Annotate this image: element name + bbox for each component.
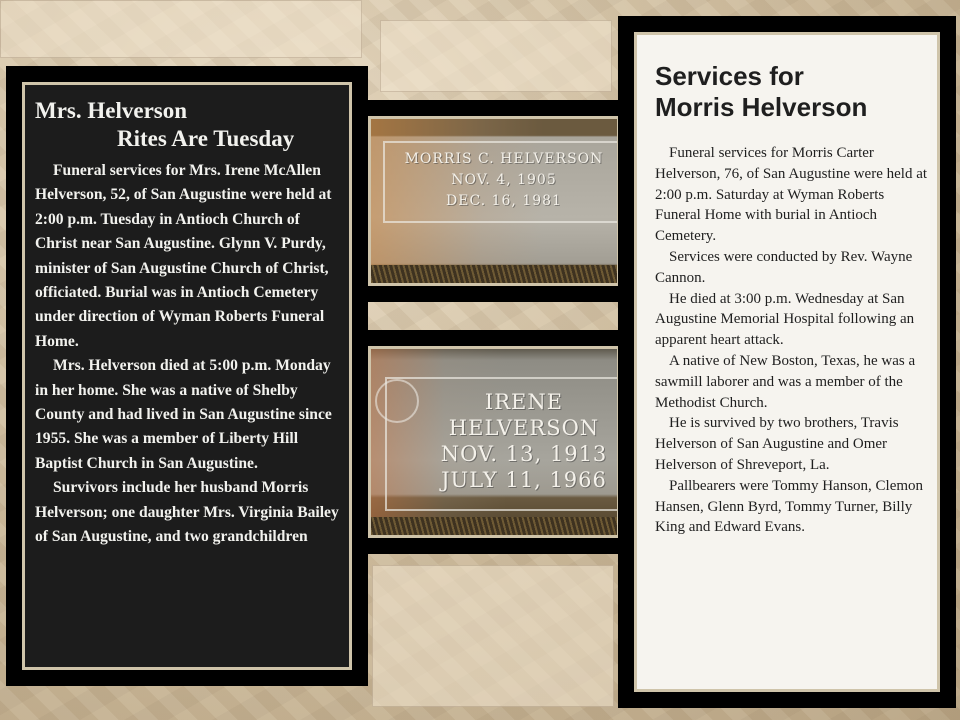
right-paragraph: He is survived by two brothers, Travis Helverson of San Augustine and Omer Helverson of Shreveport, La.: [655, 415, 899, 473]
left-clipping: [22, 82, 352, 670]
inscription-birth: NOV. 13, 1913: [440, 442, 608, 466]
background-scrap: [0, 0, 362, 58]
right-paragraph: Pallbearers were Tommy Hanson, Clemon Hansen, Glenn Byrd, Tommy Turner, Billy King and Edward Evans.: [655, 477, 924, 536]
inscription-death: DEC. 16, 1981: [446, 193, 562, 209]
tombstone-inscription-morris: [391, 149, 617, 212]
inscription-first-name: IRENE: [484, 390, 564, 414]
inscription-last-name: HELVERSON: [448, 416, 600, 440]
background-scrap: [380, 20, 612, 92]
inscription-birth: NOV. 4, 1905: [451, 172, 557, 188]
left-paragraph: Funeral services for Mrs. Irene McAllen Helverson, 52, of San Augustine were held at 2:00 p.m. Tuesday in Antioch Church of Christ near San Augustine. Glynn V. Purdy, minister of San Augustine Church of Christ, officiated. Burial was in Antioch Cemetery under direction of Wyman Roberts Funeral Home.: [35, 162, 332, 350]
left-paragraph: Mrs. Helverson died at 5:00 p.m. Monday in her home. She was a native of Shelby County and had lived in San Augustine since 1955. She was a member of Liberty Hill Baptist Church in San Augustine.: [35, 357, 332, 472]
grass: [371, 265, 617, 283]
right-clipping-frame: [618, 16, 956, 708]
right-paragraph: He died at 3:00 p.m. Wednesday at San Augustine Memorial Hospital following an apparent heart attack.: [655, 290, 915, 349]
right-headline-line1: Services for: [655, 61, 804, 91]
right-paragraph: A native of New Boston, Texas, he was a sawmill laborer and was a member of the Methodist Church.: [655, 352, 916, 411]
right-clipping: [634, 32, 940, 692]
tombstone-photo-morris: [368, 116, 620, 286]
grass: [371, 517, 617, 535]
left-headline-line2: Rites Are Tuesday: [117, 126, 295, 151]
inscription-name: MORRIS C. HELVERSON: [404, 151, 604, 167]
right-paragraph: Funeral services for Morris Carter Helverson, 76, of San Augustine were held at 2:00 p.m. Saturday at Wyman Roberts Funeral Home with burial in Antioch Cemetery.: [655, 145, 928, 245]
tombstone-photo-irene: [368, 346, 620, 538]
left-headline-line1: Mrs. Helverson: [35, 98, 188, 123]
tombstone-photo-frame-morris: [352, 100, 636, 302]
background-scrap: [372, 565, 614, 707]
left-article-body: [35, 159, 343, 550]
right-article-body: [655, 143, 929, 538]
right-headline-line2: Morris Helverson: [655, 92, 868, 122]
left-paragraph: Survivors include her husband Morris Helverson; one daughter Mrs. Virginia Bailey of San Augustine, and two grandchildren: [35, 479, 339, 546]
tombstone-inscription-irene: [411, 389, 620, 493]
left-clipping-frame: [6, 66, 368, 686]
right-paragraph: Services were conducted by Rev. Wayne Cannon.: [655, 248, 913, 286]
inscription-death: JULY 11, 1966: [441, 468, 607, 492]
tombstone-photo-frame-irene: [352, 330, 636, 554]
